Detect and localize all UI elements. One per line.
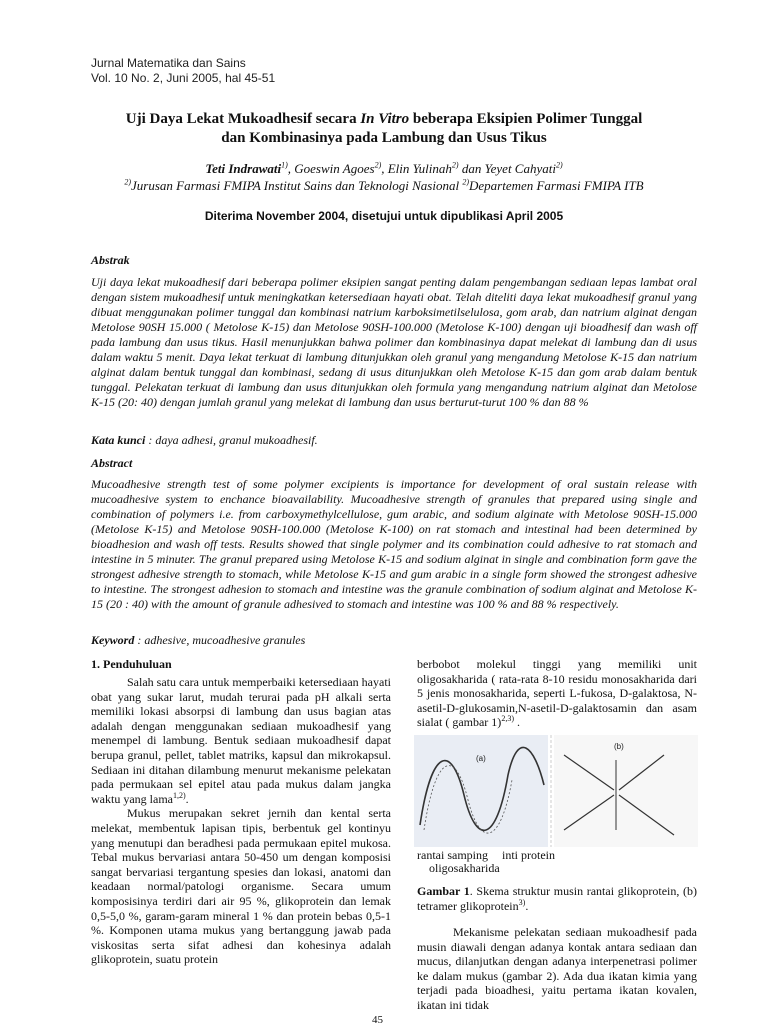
caption-label: Gambar 1	[417, 884, 470, 898]
figure-label-b: (b)	[614, 742, 624, 751]
abstrak-heading: Abstrak	[91, 253, 130, 267]
figure-b-background	[554, 735, 698, 847]
abstrak-text: Uji daya lekat mukoadhesif dari beberapa polimer eksipien sangat penting dalam pengembangan sediaan lepas lambat oral dengan sistem mukoadhesif untuk meningkatkan ketersediaan hayati obat. Telah diteliti daya lekat mukoadhesif granul yang dibuat menggunakan polimer tunggal dan kombinasi natrium karboksimetilselulosa, gom arab, dan natrium alginat dengan Metolose 90SH 15.000 ( Metolose K-15) dan Metolose 90SH-100.000 (Metolose K-100) dengan uji bioadhesif dan wash off pada lambung dan usus tikus. Hasil menunjukkan bahwa polimer dan kombinasinya dapat melekat di lambung dan di usus dalam waktu 5 menit. Daya lekat terkuat di lambung ditunjukkan oleh granul yang mengandung Metolose K-15 dan natrium alginat dalam bentuk tunggal dan kombinasi, sedang di usus ditunjukkan oleh Metolose K-15 dan gom arab dalam bentuk tunggal. Pelekatan terkuat di lambung dan usus ditunjukkan oleh formula yang mengandung natrium alginat dan Metolose K-15 (20: 40) dengan jumlah granul yang melekat di lambung dan usus berturut-turut 100 % dan 88 %	[91, 275, 697, 409]
author-name: , Goeswin Agoes	[287, 161, 375, 176]
figure-caption	[417, 884, 697, 913]
paragraph-text: berbobot molekul tinggi yang memiliki unit oligosakharida ( rata-rata 8-10 residu monosakharida dari 5 jenis monosakharida, seperti L-fukosa, D-galaktosa, N-asetil-D-glukosamin,N-asetil-D-galaktosamin dan asam sialat ( gambar 1)	[417, 657, 697, 730]
author-block	[60, 160, 708, 194]
right-column-top	[417, 657, 697, 730]
author-name: , Elin Yulinah	[381, 161, 452, 176]
keyword-label: Keyword	[91, 633, 135, 647]
paragraph: Mukus merupakan sekret jernih dan kental serta melekat, membentuk lapisan tipis, berbentuk gel kontinyu yang menutupi dan beradhesi pada permukaan epitel mukosa. Tebal mukus bervariasi antara 50-450 um dengan komposisi sangat bervariasi tergantung spesies dan lokasi, anatomi dan keadaan normal/patologi organisme. Secara umum komposisinya terdiri dari air 95 %, glikoprotein dan lemak 0,5-5,0 %, garam-garam mineral 1 % dan protein bebas 0,5-1 %. Komponen utama mukus yang bertanggung jawab pada viskositas serta sifat adhesi dan kohesinya adalah glikoprotein, suatu protein	[91, 806, 391, 967]
caption-sup: 3)	[518, 897, 526, 907]
title-italic: In Vitro	[360, 111, 410, 127]
figure-core-label: inti protein	[501, 848, 555, 862]
aff-sup: 2)	[124, 177, 132, 187]
author-list	[60, 160, 708, 177]
left-column	[91, 675, 391, 967]
author-sup: 1)	[281, 160, 288, 170]
title-part: beberapa Eksipien Polimer Tunggal	[409, 111, 643, 127]
affiliations	[60, 177, 708, 194]
paragraph	[417, 657, 697, 730]
author-name: dan Yeyet Cahyati	[458, 161, 556, 176]
journal-header	[91, 56, 275, 86]
author-sup: 2)	[451, 160, 459, 170]
figure-labels	[417, 849, 555, 875]
received-date: Diterima November 2004, disetujui untuk dipublikasi April 2005	[204, 209, 564, 223]
citation-sup: 1,2)	[172, 790, 186, 800]
figure-side-label: rantai samping	[417, 848, 488, 862]
figure-label-a: (a)	[476, 754, 486, 763]
section-heading: 1. Penduhuluan	[91, 657, 172, 671]
author-main: Teti Indrawati	[205, 161, 282, 176]
paragraph-end: .	[513, 715, 520, 730]
figure-side-label-2: oligosakharida	[429, 861, 500, 875]
author-sup: 2)	[555, 160, 563, 170]
paragraph: Mekanisme pelekatan sediaan mukoadhesif pada musin diawali dengan adanya kontak antara sediaan dan mucus, dilanjutkan dengan adanya interpenetrasi polimer ke dalam mukus (gambar 2). Ada dua ikatan kimia yang terjadi pada bioadhesi, yaitu pertama ikatan kovalen, ikatan ini tidak	[417, 925, 697, 1012]
paragraph-text: Salah satu cara untuk memperbaiki ketersediaan hayati obat yang sukar larut, mudah terurai pada pH alkali serta memiliki lokasi absorpsi di lambung dan usus bagian atas adalah dengan menggunakan sediaan mukoadhesif yang menempel di lambung. Bentuk sediaan mukoadhesif dapat berupa granul, pellet, tablet matriks, kapsul dan mikrokapsul. Sediaan ini ditahan dilambung menurut mekanisme pelekatan pada permukaan sel epitel atau pada mukus dalam jangka waktu yang lama	[91, 675, 391, 806]
citation-sup: 2,3)	[501, 714, 514, 724]
right-column-bottom	[417, 925, 697, 1013]
page-number: 45	[372, 1014, 383, 1026]
paragraph	[91, 675, 391, 806]
caption-text: . Skema struktur musin rantai glikoprotein, (b) tetramer glikoprotein	[417, 884, 698, 913]
paper-title	[60, 110, 708, 148]
abstract-text: Mucoadhesive strength test of some polymer excipients is importance for development of oral sustain release with mucoadhesive system to enchance bioavailability. Mucoadhesive strength of granules that prepared using single and combination of polymers i.e. from carboxymethylcellulose, gum arabic, and sodium alginate with Metolose 90SH-15.000 (Metolose K-15) and Metolose 90SH-100.000 (Metolose K-100) on rat stomach and intestinal had been determined by bioadhesion and wash off tests. Results showed that single polymer and its combination could adhesive to rat stomach and intestine in 5 minuter. The granul prepared using Metolose K-15 and sodium alginat in single and combination form gave the strongest adhesive strength to stomach, while Metolose K-15 and gum arabic in a single form showed the strongest adhesive to intestine. The strongest adhesion to stomach and intestine was the granule combination of sodium alginat and Metolose K-15 (20 : 40) with the amount of granule adhesived to stomach and intestine was 100 % and 88 % respectively.	[91, 477, 697, 611]
author-sup: 2)	[374, 160, 382, 170]
keyword-line	[91, 633, 305, 648]
journal-volume: Vol. 10 No. 2, Juni 2005, hal 45-51	[91, 71, 276, 85]
journal-name: Jurnal Matematika dan Sains	[91, 56, 246, 70]
keyword-value: : adhesive, mucoadhesive granules	[134, 633, 306, 647]
paragraph-end: .	[185, 791, 189, 806]
affiliation: Jurusan Farmasi FMIPA Institut Sains dan Teknologi Nasional	[131, 178, 463, 193]
abstract-heading: Abstract	[91, 456, 133, 470]
kata-kunci-label: Kata kunci	[91, 433, 146, 447]
affiliation: Departemen Farmasi FMIPA ITB	[468, 178, 644, 193]
glycoprotein-figure	[414, 735, 698, 847]
title-line2: dan Kombinasinya pada Lambung dan Usus Tikus	[221, 130, 547, 146]
caption-end: .	[525, 898, 529, 913]
kata-kunci	[91, 433, 318, 448]
kata-kunci-value: : daya adhesi, granul mukoadhesif.	[145, 433, 318, 447]
aff-sup: 2)	[462, 177, 469, 187]
title-part: Uji Daya Lekat Mukoadhesif secara	[125, 111, 361, 127]
